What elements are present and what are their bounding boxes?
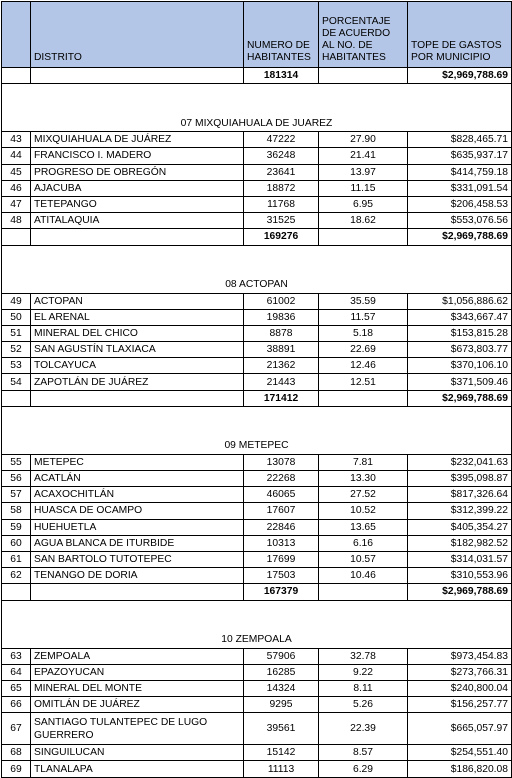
spreadsheet [1,1,511,778]
porcentaje-value: 35.59 [319,293,408,309]
porcentaje-value: 22.69 [319,342,408,358]
tope-value: $254,551.40 [408,745,512,761]
table-row [2,551,512,567]
municipio-name: MINERAL DEL CHICO [31,325,244,341]
blank-cell [319,584,408,600]
total-habitantes: 167379 [244,584,319,600]
tope-value: $553,076.56 [408,213,512,229]
tope-value: $156,257.77 [408,697,512,713]
habitantes-value: 57906 [244,648,319,664]
table-row [2,535,512,551]
row-number: 56 [2,471,31,487]
district-title-row [2,277,512,294]
tope-value: $310,553.96 [408,568,512,584]
tope-value: $232,041.63 [408,454,512,470]
porcentaje-value: 32.78 [319,648,408,664]
row-number: 53 [2,358,31,374]
porcentaje-value: 10.46 [319,568,408,584]
district-title-row [2,115,512,132]
table-row [2,664,512,680]
porcentaje-value: 5.26 [319,697,408,713]
porcentaje-value: 21.41 [319,148,408,164]
porcentaje-value: 7.81 [319,454,408,470]
habitantes-value: 17699 [244,551,319,567]
row-number: 60 [2,535,31,551]
spacer-row [2,245,512,277]
table-row [2,213,512,229]
porcentaje-value: 13.30 [319,471,408,487]
porcentaje-value: 22.39 [319,713,408,745]
habitantes-value: 11113 [244,761,319,777]
spacer-row [2,406,512,438]
row-number: 59 [2,519,31,535]
tope-value: $635,937.17 [408,148,512,164]
habitantes-value: 22846 [244,519,319,535]
table-row [2,374,512,390]
total-habitantes: 171412 [244,390,319,406]
habitantes-value: 31525 [244,213,319,229]
table-body [2,68,512,778]
row-number: 68 [2,745,31,761]
porcentaje-value: 8.11 [319,680,408,696]
porcentaje-value: 10.52 [319,503,408,519]
porcentaje-value: 12.46 [319,358,408,374]
municipio-name: HUASCA DE OCAMPO [31,503,244,519]
table-row [2,132,512,148]
row-number: 62 [2,568,31,584]
tope-value: $331,091.54 [408,180,512,196]
habitantes-value: 17503 [244,568,319,584]
municipio-name: TLANALAPA [31,761,244,777]
municipio-name: TOLCAYUCA [31,358,244,374]
row-number: 50 [2,309,31,325]
blank-cell [2,229,31,245]
porcentaje-value: 6.95 [319,196,408,212]
row-number: 55 [2,454,31,470]
table-row [2,648,512,664]
header-row [2,2,512,68]
municipio-name: ACAXOCHITLÁN [31,487,244,503]
municipio-name: EL ARENAL [31,309,244,325]
district-title-row [2,438,512,455]
tope-value: $370,106.10 [408,358,512,374]
table-row [2,503,512,519]
municipio-name: ACTOPAN [31,293,244,309]
district-title-row [2,632,512,649]
tope-value: $314,031.57 [408,551,512,567]
tope-value: $273,766.31 [408,664,512,680]
table-row [2,745,512,761]
tope-value: $973,454.83 [408,648,512,664]
habitantes-value: 13078 [244,454,319,470]
municipio-name: OMITLÁN DE JUÁREZ [31,697,244,713]
municipio-name: EPAZOYUCAN [31,664,244,680]
tope-value: $673,803.77 [408,342,512,358]
row-number: 65 [2,680,31,696]
tope-value: $182,982.52 [408,535,512,551]
municipio-name: PROGRESO DE OBREGÓN [31,164,244,180]
row-number: 54 [2,374,31,390]
total-habitantes: 181314 [244,68,319,84]
table-row [2,196,512,212]
spacer-row [2,600,512,632]
total-tope: $2,969,788.69 [408,390,512,406]
habitantes-value: 10313 [244,535,319,551]
spacer-cell [2,245,512,277]
habitantes-value: 46065 [244,487,319,503]
total-row [2,584,512,600]
row-number: 44 [2,148,31,164]
table-row [2,164,512,180]
tope-value: $405,354.27 [408,519,512,535]
table-row [2,713,512,745]
porcentaje-value: 13.97 [319,164,408,180]
municipio-name: ZEMPOALA [31,648,244,664]
municipio-name: SAN BARTOLO TUTOTEPEC [31,551,244,567]
municipio-name: MINERAL DEL MONTE [31,680,244,696]
blank-cell [319,229,408,245]
row-number: 43 [2,132,31,148]
district-title: 08 ACTOPAN [2,277,512,294]
blank-cell [2,390,31,406]
district-title: 10 ZEMPOALA [2,632,512,649]
row-number: 57 [2,487,31,503]
municipio-name: MIXQUIAHUALA DE JUÁREZ [31,132,244,148]
habitantes-value: 11768 [244,196,319,212]
spacer-cell [2,600,512,632]
habitantes-value: 61002 [244,293,319,309]
municipio-name: HUEHUETLA [31,519,244,535]
total-habitantes: 169276 [244,229,319,245]
habitantes-value: 18872 [244,180,319,196]
total-tope: $2,969,788.69 [408,584,512,600]
municipio-name: SINGUILUCAN [31,745,244,761]
row-number: 52 [2,342,31,358]
district-title: 07 MIXQUIAHUALA DE JUAREZ [2,115,512,132]
table-row [2,358,512,374]
row-number: 49 [2,293,31,309]
habitantes-value: 22268 [244,471,319,487]
porcentaje-value: 11.57 [319,309,408,325]
habitantes-value: 14324 [244,680,319,696]
total-row [2,229,512,245]
tope-value: $153,815.28 [408,325,512,341]
habitantes-value: 36248 [244,148,319,164]
habitantes-value: 15142 [244,745,319,761]
porcentaje-value: 10.57 [319,551,408,567]
porcentaje-value: 8.57 [319,745,408,761]
porcentaje-value: 11.15 [319,180,408,196]
porcentaje-value: 6.29 [319,761,408,777]
tope-value: $1,056,886.62 [408,293,512,309]
porcentaje-value: 12.51 [319,374,408,390]
table-row [2,293,512,309]
blank-cell [2,584,31,600]
municipio-name: FRANCISCO I. MADERO [31,148,244,164]
blank-cell [319,390,408,406]
porcentaje-value: 13.65 [319,519,408,535]
table-row [2,342,512,358]
tope-value: $665,057.97 [408,713,512,745]
porcentaje-value: 6.16 [319,535,408,551]
tope-value: $371,509.46 [408,374,512,390]
total-row [2,68,512,84]
habitantes-value: 9295 [244,697,319,713]
spacer-cell [2,84,512,116]
table-row [2,697,512,713]
habitantes-value: 38891 [244,342,319,358]
tope-value: $817,326.64 [408,487,512,503]
municipio-name: ATITALAQUIA [31,213,244,229]
table-row [2,454,512,470]
tope-value: $312,399.22 [408,503,512,519]
tope-value: $414,759.18 [408,164,512,180]
table-row [2,309,512,325]
municipio-name: TENANGO DE DORIA [31,568,244,584]
blank-cell [31,229,244,245]
habitantes-value: 47222 [244,132,319,148]
tope-value: $828,465.71 [408,132,512,148]
row-number: 69 [2,761,31,777]
row-number: 67 [2,713,31,745]
tope-value: $343,667.47 [408,309,512,325]
habitantes-value: 19836 [244,309,319,325]
row-number: 46 [2,180,31,196]
row-number: 51 [2,325,31,341]
porcentaje-value: 27.90 [319,132,408,148]
habitantes-value: 8878 [244,325,319,341]
municipio-name: ACATLÁN [31,471,244,487]
habitantes-value: 39561 [244,713,319,745]
table-row [2,519,512,535]
table-row [2,148,512,164]
habitantes-value: 16285 [244,664,319,680]
gastos-table [1,1,512,778]
blank-cell [31,390,244,406]
tope-value: $206,458.53 [408,196,512,212]
tope-value: $395,098.87 [408,471,512,487]
row-number: 47 [2,196,31,212]
habitantes-value: 17607 [244,503,319,519]
municipio-name: AJACUBA [31,180,244,196]
spacer-cell [2,406,512,438]
row-number: 66 [2,697,31,713]
porcentaje-value: 9.22 [319,664,408,680]
tope-value: $186,820.08 [408,761,512,777]
table-row [2,761,512,777]
total-row [2,390,512,406]
row-number: 48 [2,213,31,229]
table-row [2,180,512,196]
header-number [2,2,31,68]
total-tope: $2,969,788.69 [408,68,512,84]
district-title: 09 METEPEC [2,438,512,455]
municipio-name: SAN AGUSTÍN TLAXIACA [31,342,244,358]
municipio-name: METEPEC [31,454,244,470]
table-row [2,680,512,696]
habitantes-value: 21362 [244,358,319,374]
row-number: 58 [2,503,31,519]
municipio-name: TETEPANGO [31,196,244,212]
table-row [2,325,512,341]
tope-value: $240,800.04 [408,680,512,696]
row-number: 63 [2,648,31,664]
total-tope: $2,969,788.69 [408,229,512,245]
municipio-name: SANTIAGO TULANTEPEC DE LUGO GUERRERO [31,713,244,745]
municipio-name: AGUA BLANCA DE ITURBIDE [31,535,244,551]
blank-cell [31,584,244,600]
row-number: 45 [2,164,31,180]
table-row [2,471,512,487]
porcentaje-value: 5.18 [319,325,408,341]
porcentaje-value: 27.52 [319,487,408,503]
header-porcentaje: PORCENTAJE DE ACUERDO AL NO. DE HABITANTES [319,2,408,68]
spacer-row [2,84,512,116]
row-number: 61 [2,551,31,567]
header-tope: TOPE DE GASTOS POR MUNICIPIO [408,2,512,68]
header-distrito: DISTRITO [31,2,244,68]
table-row [2,568,512,584]
municipio-name: ZAPOTLÁN DE JUÁREZ [31,374,244,390]
table-row [2,487,512,503]
header-habitantes: NUMERO DE HABITANTES [244,2,319,68]
habitantes-value: 23641 [244,164,319,180]
porcentaje-value: 18.62 [319,213,408,229]
row-number: 64 [2,664,31,680]
habitantes-value: 21443 [244,374,319,390]
